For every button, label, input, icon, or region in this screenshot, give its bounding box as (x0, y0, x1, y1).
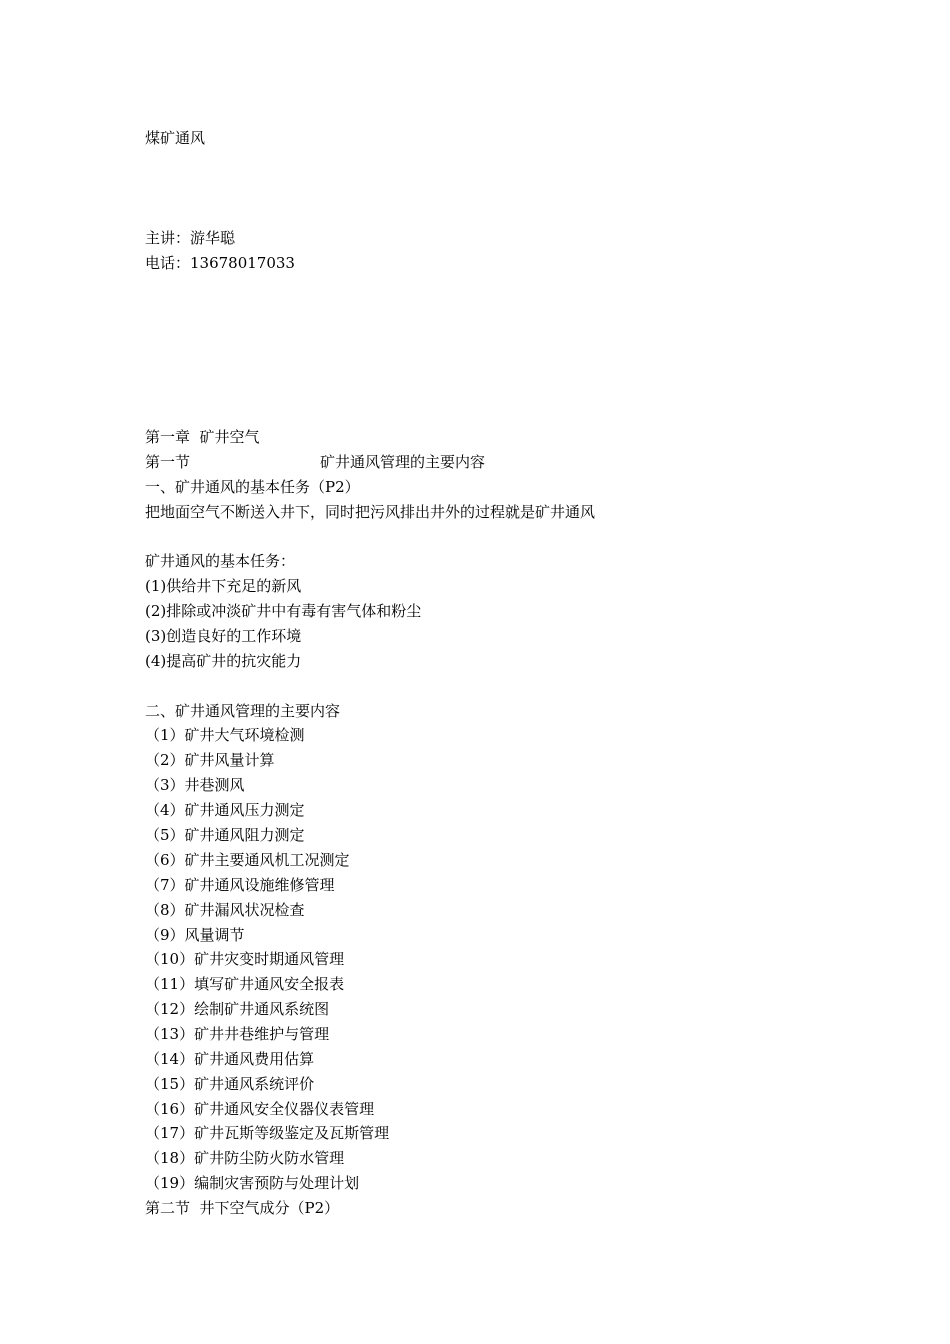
task-item: (4)提高矿井的抗灾能力 (145, 652, 302, 670)
part1-heading: 一、矿井通风的基本任务（P2） (145, 478, 360, 496)
section1-heading (145, 452, 485, 472)
phone-line: 电话：13678017033 (145, 254, 295, 272)
content-item: （19）编制灾害预防与处理计划 (145, 1174, 360, 1192)
task-item: (2)排除或冲淡矿井中有毒有害气体和粉尘 (145, 602, 422, 620)
content-item: （7）矿井通风设施维修管理 (145, 876, 335, 894)
lecturer-line: 主讲：游华聪 (145, 229, 236, 247)
content-item: （4）矿井通风压力测定 (145, 801, 305, 819)
part2-heading: 二、矿井通风管理的主要内容 (145, 702, 341, 720)
content-item: （14）矿井通风费用估算 (145, 1050, 315, 1068)
content-item: （15）矿井通风系统评价 (145, 1075, 315, 1093)
content-item: （13）矿井井巷维护与管理 (145, 1025, 330, 1043)
task-item: (1)供给井下充足的新风 (145, 577, 302, 595)
content-item: （11）填写矿井通风安全报表 (145, 975, 345, 993)
part1-definition: 把地面空气不断送入井下，同时把污风排出井外的过程就是矿井通风 (145, 503, 596, 521)
section1-label: 第一节 (145, 453, 191, 471)
section1-title: 矿井通风管理的主要内容 (320, 453, 486, 471)
content-item: （8）矿井漏风状况检查 (145, 901, 305, 919)
content-item: （18）矿井防尘防火防水管理 (145, 1149, 345, 1167)
content-item: （6）矿井主要通风机工况测定 (145, 851, 350, 869)
content-item: （1）矿井大气环境检测 (145, 726, 305, 744)
content-item: （16）矿井通风安全仪器仪表管理 (145, 1100, 375, 1118)
tasks-heading: 矿井通风的基本任务： (145, 552, 296, 570)
content-item: （17）矿井瓦斯等级鉴定及瓦斯管理 (145, 1124, 390, 1142)
content-item: （5）矿井通风阻力测定 (145, 826, 305, 844)
content-item: （2）矿井风量计算 (145, 751, 275, 769)
section2-heading: 第二节 井下空气成分（P2） (145, 1199, 340, 1217)
content-item: （9）风量调节 (145, 926, 245, 944)
document-title: 煤矿通风 (145, 129, 206, 147)
content-item: （12）绘制矿井通风系统图 (145, 1000, 330, 1018)
task-item: (3)创造良好的工作环境 (145, 627, 302, 645)
content-item: （10）矿井灾变时期通风管理 (145, 950, 345, 968)
chapter-heading: 第一章 矿井空气 (145, 428, 260, 446)
content-item: （3）井巷测风 (145, 776, 245, 794)
